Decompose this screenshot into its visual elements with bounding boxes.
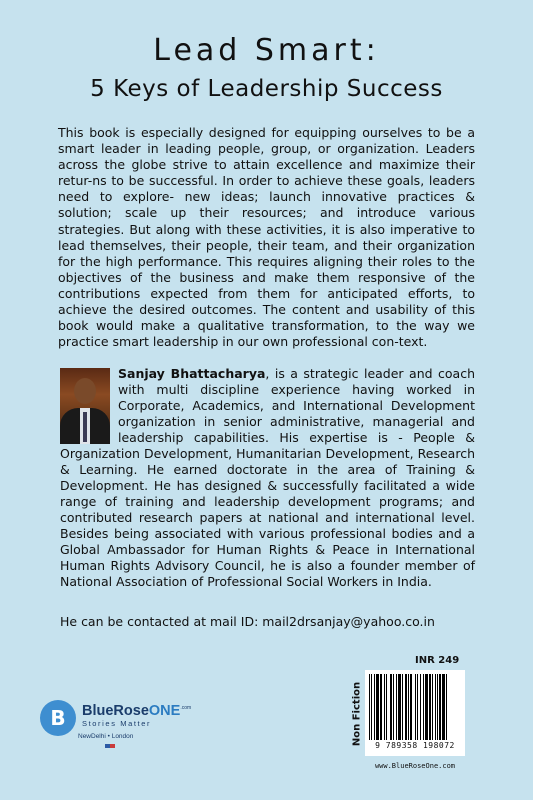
logo-brand: BlueRoseONE$^{.com}$: [82, 703, 192, 719]
author-bio: , is a strategic leader and coach with multi discipline experience having worked in Corporate, Academics, and International Development organization in senior administrative, managerial and leadership capabilities. His expertise is - People & Organization Development, Humanitarian Development, Research & Learning. He earned doctorate in the area of Training & Development. He has designed & successfully facilitated a wide range of training and leadership development programs; and contributed research papers at national and international level. Besides being associated with various professional bodies and a Global Ambassador for Human Rights & Peace in International Human Rights Advisory Council, he is also a founder member of National Association of Professional Social Workers in India.: [60, 366, 475, 589]
author-contact: He can be contacted at mail ID: mail2drsanjay@yahoo.co.in: [60, 614, 435, 629]
author-name: Sanjay Bhattacharya: [118, 366, 266, 381]
logo-cities: NewDelhi • London: [78, 733, 134, 740]
book-subtitle: 5 Keys of Leadership Success: [90, 76, 443, 102]
genre-label: Non Fiction: [351, 681, 363, 747]
publisher-logo: [40, 700, 240, 760]
price-label: INR 249: [415, 655, 460, 666]
isbn-number: 9 789358 198072: [375, 741, 455, 750]
logo-tagline: Stories Matter: [82, 719, 152, 728]
author-bio-paragraph: [60, 366, 475, 590]
logo-mark-icon: B: [40, 700, 76, 736]
barcode-bars: [369, 674, 461, 740]
book-blurb: This book is especially designed for equipping ourselves to be a smart leader in leading people, group, or organization. Leaders across the globe strive to attain excellence and maximize their retur-ns to be successful. In order to achieve these goals, leaders need to explore- new ideas; launch innovative practices & solution; scale up their resources; and introduce various strategies. But along with these activities, it is also imperative to lead themselves, their people, their team, and their organization for the high performance. This requires aligning their roles to the objectives of the business and make them responsive of the contributions expected from them for anticipated efforts, to achieve the desired outcomes. The content and usability of this book would make a qualitative transformation, to the way we practice smart leadership in our own professional con-text.: [58, 125, 475, 350]
publisher-website: www.BlueRoseOne.com: [374, 762, 456, 770]
isbn-barcode: [365, 670, 465, 756]
logo-flag-icon: [105, 744, 115, 748]
book-title: Lead Smart:: [153, 33, 380, 68]
